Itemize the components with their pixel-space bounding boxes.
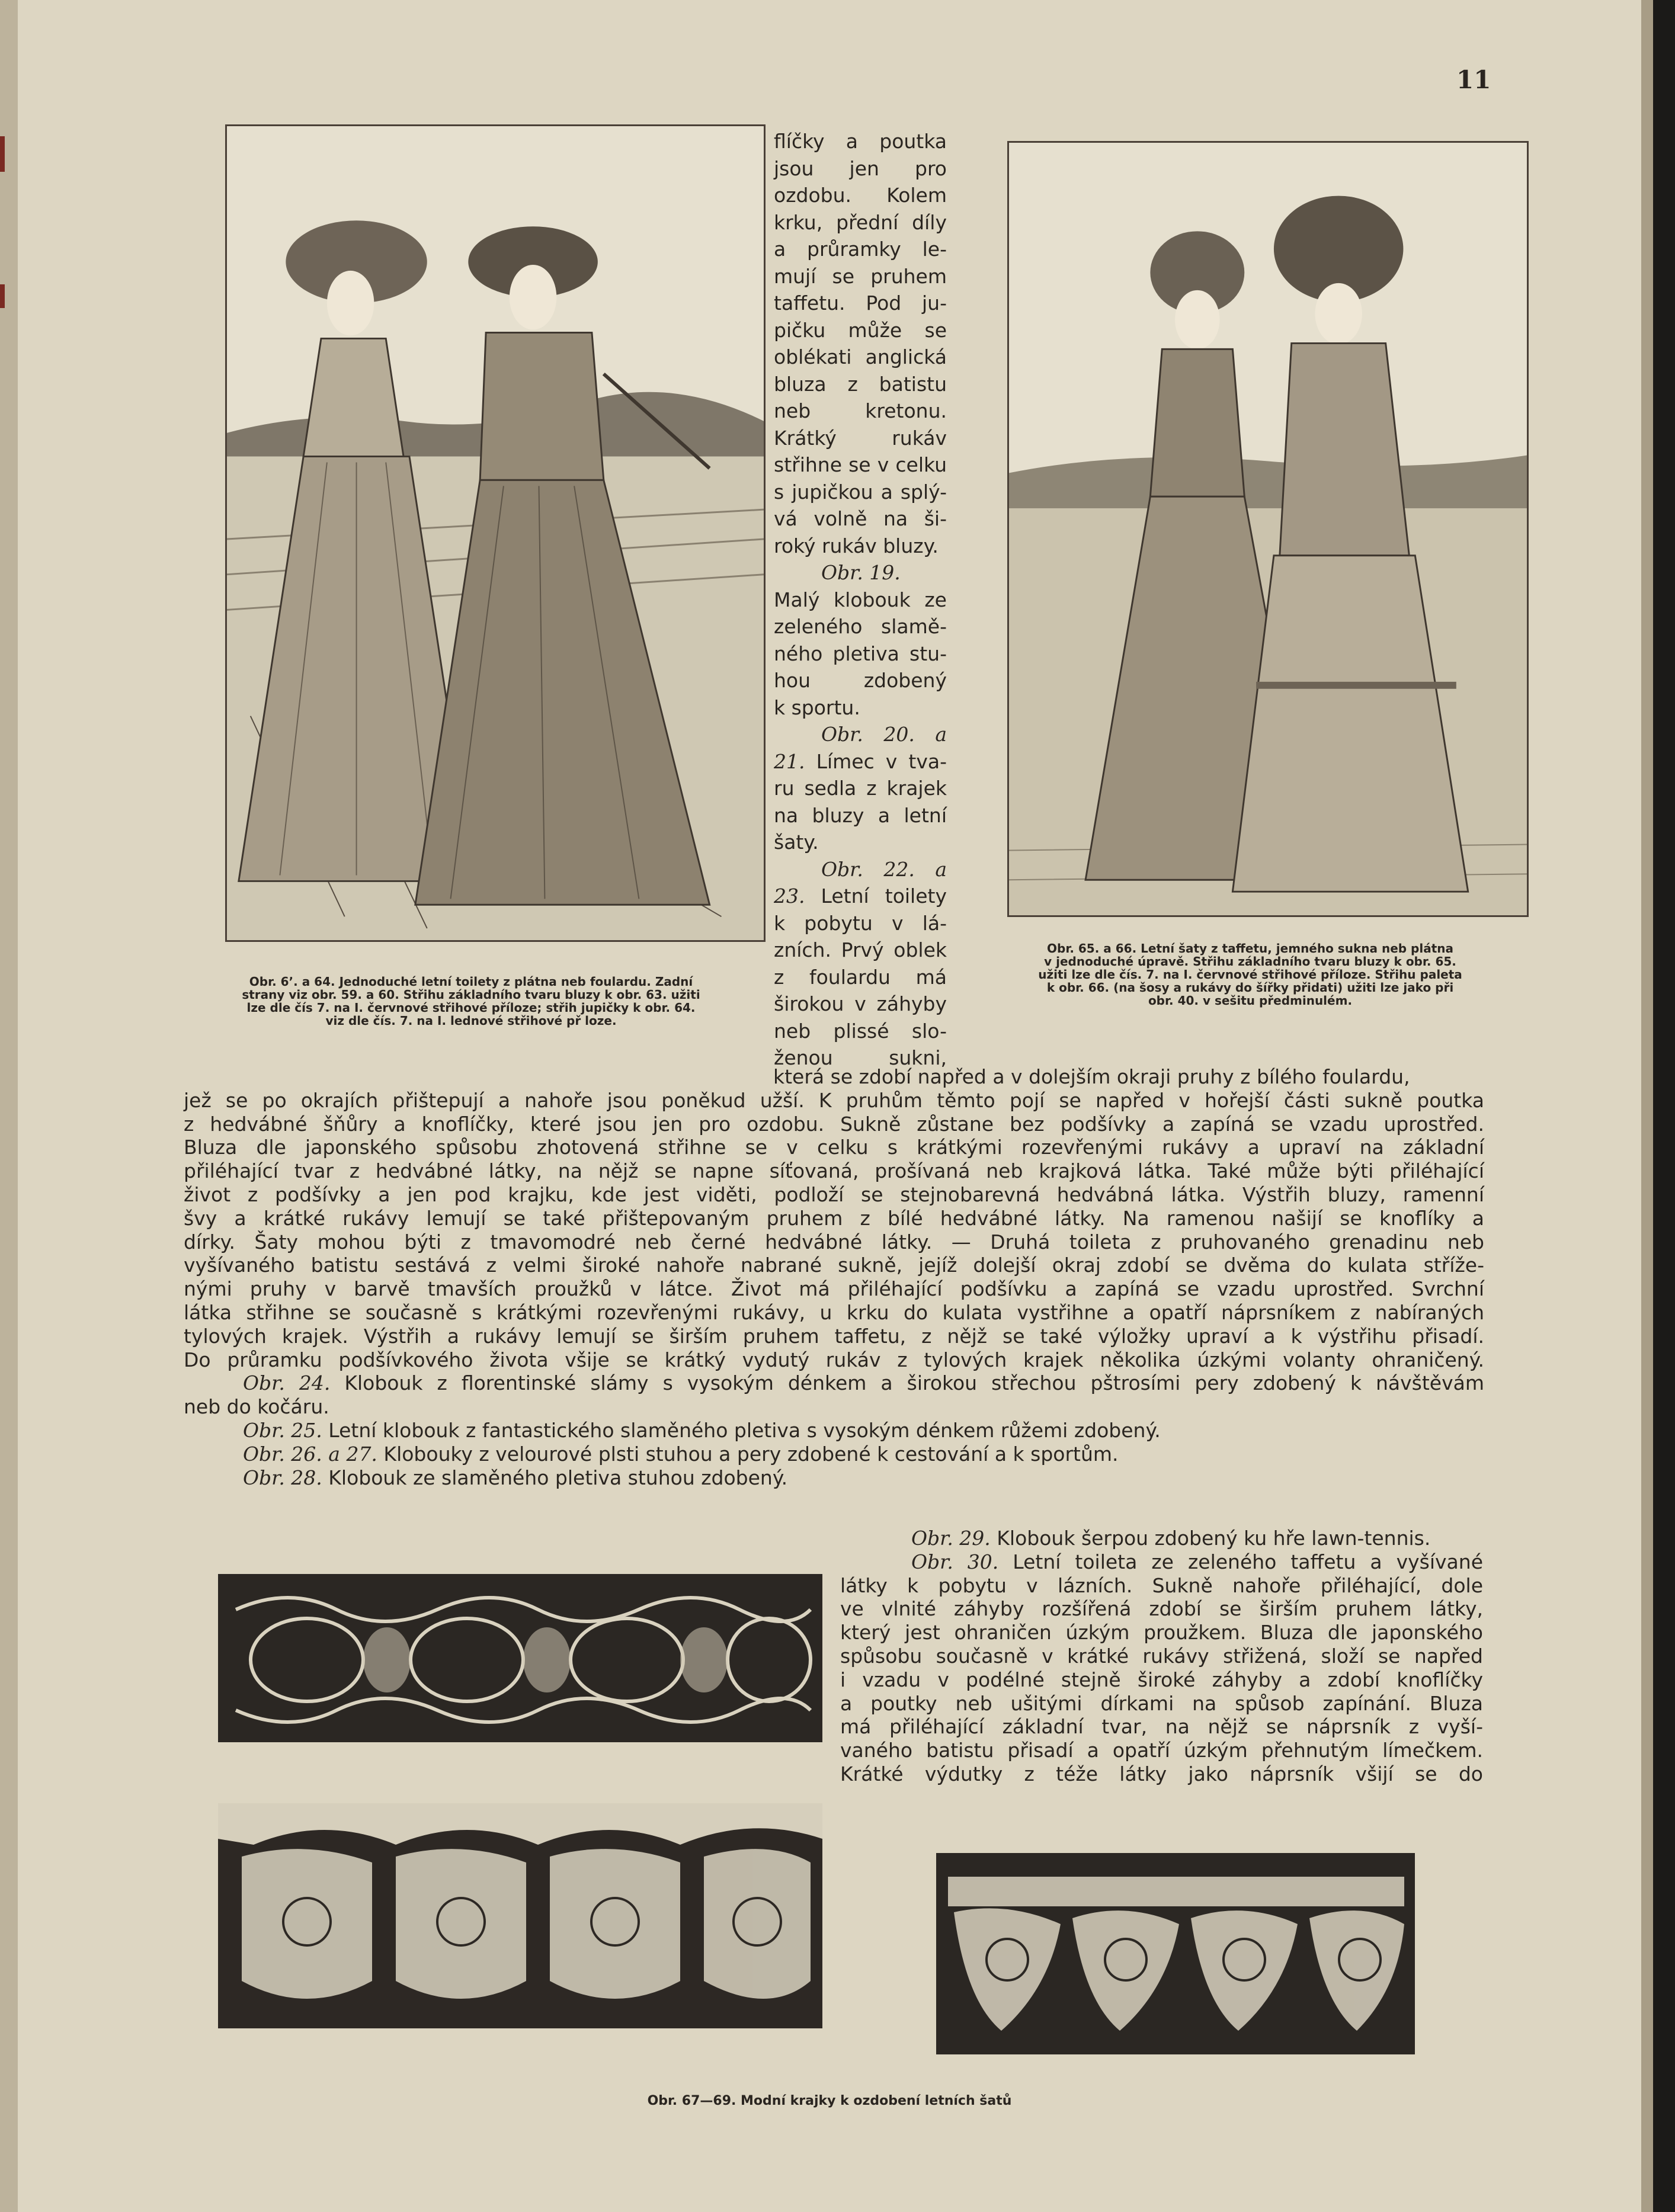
text-line bbox=[774, 694, 947, 722]
text-line bbox=[774, 533, 947, 560]
text-segment: Do průramku podšívkového života všije se krátký vydutý rukáv z tylových krajek několika úzkými volanty ohraničený. bbox=[184, 1348, 1484, 1371]
text-line bbox=[840, 1668, 1483, 1692]
text-segment: Klobouk ze slaměného pletiva stuhou zdobený. bbox=[322, 1466, 788, 1489]
text-line bbox=[840, 1597, 1483, 1621]
text-segment: pičku může se bbox=[774, 318, 947, 342]
text-line bbox=[184, 1065, 1484, 1089]
text-line bbox=[774, 236, 947, 263]
text-line bbox=[184, 1277, 1484, 1301]
text-segment: tylových krajek. Výstřih a rukávy lemují se širším pruhem taffetu, z nějž se také výložky upraví a k výstřihu přisadí. bbox=[184, 1324, 1484, 1348]
text-segment: Letní toilety bbox=[805, 884, 947, 908]
text-line bbox=[840, 1692, 1483, 1716]
lace-photo-obr-69 bbox=[936, 1853, 1415, 2054]
lace-pattern bbox=[218, 1803, 822, 2028]
text-line bbox=[774, 128, 947, 155]
text-line bbox=[184, 1183, 1484, 1207]
text-line bbox=[184, 1395, 1484, 1419]
text-segment: neb plissé slo- bbox=[774, 1019, 947, 1043]
figure-reference: Obr. 28. bbox=[243, 1466, 322, 1489]
text-line bbox=[184, 1325, 1484, 1348]
text-line bbox=[774, 155, 947, 182]
text-segment: zních. Prvý oblek bbox=[774, 938, 947, 961]
text-line bbox=[184, 1136, 1484, 1159]
figure-caption-obr-67-69: Obr. 67—69. Modní krajky k ozdobení letních šatů bbox=[647, 2094, 1012, 2108]
text-line bbox=[774, 505, 947, 533]
lace-photo-obr-68 bbox=[218, 1803, 822, 2028]
text-line bbox=[774, 371, 947, 398]
text-segment: šaty. bbox=[774, 831, 819, 854]
text-segment: vá volně na ši- bbox=[774, 507, 947, 530]
text-segment: Klobouky z velourové plsti stuhou a pery zdobené k cestování a k sportům. bbox=[377, 1442, 1119, 1466]
text-line bbox=[840, 1527, 1483, 1550]
text-segment: roký rukáv bluzy. bbox=[774, 534, 939, 557]
text-segment: flíčky a poutka bbox=[774, 130, 947, 153]
text-segment: švy a krátké rukávy lemují se také přištepovaným pruhem z bílé hedvábné látky. Na ramenou našijí se knoflíky a bbox=[184, 1206, 1484, 1230]
text-segment: vyšívaného batistu sestává z velmi široké nahoře nabrané sukně, jejíž dolejší okraj zdobí se dvěma do kulata stříže- bbox=[184, 1254, 1484, 1277]
text-segment: krku, přední díly bbox=[774, 210, 947, 234]
text-line bbox=[184, 1442, 1484, 1466]
text-segment: z foulardu má bbox=[774, 965, 947, 989]
text-line bbox=[774, 667, 947, 694]
text-line bbox=[774, 397, 947, 425]
text-segment: látky k pobytu v lázních. Sukně nahoře přiléhající, dole bbox=[840, 1573, 1483, 1597]
text-segment: Malý klobouk ze bbox=[774, 588, 947, 611]
text-line bbox=[774, 344, 947, 371]
text-segment: má přiléhající základní tvar, na nějž se náprsník z vyší- bbox=[840, 1715, 1483, 1739]
figure-caption-obr-65-66 bbox=[960, 942, 1541, 1007]
text-line bbox=[840, 1644, 1483, 1668]
text-segment: Krátký rukáv bbox=[774, 426, 947, 450]
text-segment: dírky. Šaty mohou býti z tmavomodré neb černé hedvábné látky. — Druhá toileta z pruhovaného grenadinu neb bbox=[184, 1230, 1484, 1254]
figure-reference: Obr. 26. a 27. bbox=[243, 1442, 377, 1466]
text-line bbox=[184, 1230, 1484, 1254]
text-line bbox=[184, 1301, 1484, 1325]
lace-pattern bbox=[936, 1853, 1415, 2054]
text-segment: z hedvábné šňůry a knoflíčky, které jsou jen pro ozdobu. Sukně zůstane bez podšívky a zapíná se vzadu uprostřed. bbox=[184, 1112, 1484, 1136]
text-line bbox=[774, 964, 947, 991]
text-segment: ru sedla z krajek bbox=[774, 777, 947, 800]
text-line bbox=[774, 613, 947, 640]
text-line bbox=[184, 1419, 1484, 1442]
text-segment: Letní klobouk z fantastického slaměného pletiva s vysokým dénkem růžemi zdobený. bbox=[322, 1418, 1161, 1442]
text-line bbox=[774, 775, 947, 802]
text-segment: zeleného slamě- bbox=[774, 615, 947, 638]
text-segment: život z podšívky a jen pod krajku, kde jest viděti, podloží se stejnobarevná hedvábná látka. Výstřih bluzy, ramenní bbox=[184, 1182, 1484, 1206]
text-segment: spůsobu současně v krátké rukávy střižená, složí se napřed bbox=[840, 1644, 1483, 1668]
text-line bbox=[774, 479, 947, 506]
page-left-edge bbox=[0, 0, 18, 2212]
caption-line: obr. 40. v sešitu předminulém. bbox=[1148, 993, 1353, 1008]
narrow-text-column bbox=[774, 128, 947, 1072]
text-line bbox=[840, 1550, 1483, 1574]
text-line bbox=[774, 910, 947, 937]
text-segment: střihne se v celku bbox=[774, 453, 947, 476]
text-line bbox=[774, 425, 947, 452]
text-line bbox=[774, 290, 947, 317]
text-line bbox=[774, 1018, 947, 1045]
figure-caption-obr-63-64 bbox=[178, 975, 764, 1027]
lace-photo-obr-67 bbox=[218, 1574, 822, 1742]
fashion-illustration-obr-65-66 bbox=[1007, 141, 1529, 917]
text-segment: taffetu. Pod ju- bbox=[774, 291, 947, 315]
figure-reference: 21. bbox=[774, 749, 805, 773]
text-line bbox=[840, 1739, 1483, 1762]
text-line bbox=[184, 1113, 1484, 1136]
text-segment: s jupičkou a splý- bbox=[774, 480, 947, 504]
text-segment: jež se po okrajích přištepují a nahoře jsou poněkud užší. K pruhům těmto pojí se napřed v hořejší části sukně poutka bbox=[184, 1088, 1484, 1112]
text-line bbox=[774, 937, 947, 964]
text-line bbox=[774, 990, 947, 1018]
text-line bbox=[774, 856, 947, 883]
text-segment: bluza z batistu bbox=[774, 372, 947, 396]
text-line bbox=[774, 559, 947, 586]
text-line bbox=[184, 1466, 1484, 1490]
figure-reference: 23. bbox=[774, 884, 805, 908]
text-segment: Klobouk šerpou zdobený ku hře lawn-tennis. bbox=[990, 1527, 1431, 1550]
text-segment: jsou jen pro bbox=[774, 156, 947, 180]
text-line bbox=[774, 451, 947, 479]
text-line bbox=[774, 182, 947, 209]
binding-mark bbox=[0, 284, 5, 308]
figure-reference: Obr. 22. a bbox=[821, 857, 947, 881]
text-segment: Krátké výdutky z téže látky jako náprsník všijí se do bbox=[840, 1762, 1483, 1785]
text-line bbox=[184, 1207, 1484, 1230]
text-segment: i vzadu v podélné stejně široké záhyby a zdobí knoflíčky bbox=[840, 1668, 1483, 1691]
caption-line: Obr. 65. a 66. Letní šaty z taffetu, jemného sukna neb plátna bbox=[1047, 941, 1453, 956]
text-segment: ného pletiva stu- bbox=[774, 642, 947, 665]
text-line bbox=[774, 721, 947, 748]
text-segment: která se zdobí napřed a v dolejším okraji pruhy z bílého foulardu, bbox=[773, 1065, 1410, 1088]
two-ladies-illustration bbox=[1009, 143, 1527, 915]
text-line bbox=[774, 586, 947, 614]
text-segment: který jest ohraničen úzkým proužkem. Bluza dle japonského bbox=[840, 1621, 1483, 1644]
text-segment: ve vlnité záhyby rozšířená zdobí se širším pruhem látky, bbox=[840, 1597, 1483, 1621]
caption-line: k obr. 66. (na šosy a rukávy do šířky přidati) užiti lze jako při bbox=[1046, 980, 1454, 995]
text-segment: mují se pruhem bbox=[774, 264, 947, 288]
text-line bbox=[184, 1348, 1484, 1372]
text-line bbox=[774, 883, 947, 910]
fashion-illustration-obr-63-64 bbox=[225, 124, 766, 942]
text-segment: Letní toileta ze zeleného taffetu a vyšívané bbox=[998, 1550, 1483, 1573]
text-line bbox=[840, 1762, 1483, 1786]
text-segment: Klobouk z florentinské slámy s vysokým dénkem a širokou střechou pštrosími pery zdobený k návštěvám bbox=[330, 1371, 1484, 1395]
text-segment: širokou v záhyby bbox=[774, 992, 947, 1015]
text-segment: ozdobu. Kolem bbox=[774, 184, 947, 207]
text-segment: neb do kočáru. bbox=[184, 1395, 329, 1419]
text-line bbox=[184, 1089, 1484, 1113]
page-number: 11 bbox=[1456, 65, 1491, 94]
text-segment: neb kretonu. bbox=[774, 399, 947, 422]
text-line bbox=[774, 640, 947, 668]
caption-line: lze dle čís 7. na I. červnové střihové příloze; střih jupičky k obr. 64. bbox=[246, 1001, 696, 1015]
text-line bbox=[840, 1715, 1483, 1739]
caption-line: strany viz obr. 59. a 60. Střihu základního tvaru bluzy k obr. 63. užiti bbox=[242, 988, 700, 1002]
text-segment: Límec v tva- bbox=[805, 749, 947, 773]
text-line bbox=[184, 1159, 1484, 1183]
two-ladies-illustration bbox=[227, 126, 764, 940]
text-segment: přiléhající tvar z hedvábné látky, na nějž se napne síťovaná, prošívaná neb krajková látka. Také může býti přiléhající bbox=[184, 1159, 1484, 1183]
article-continuation bbox=[840, 1527, 1483, 1786]
text-segment: látka střihne se současně s krátkými rozevřenými rukávy, u krku do kulata vystřihne a opatří náprsníkem z nabíraných bbox=[184, 1300, 1484, 1324]
text-line bbox=[774, 802, 947, 829]
text-segment: a poutky neb ušitými dírkami na spůsob zapínání. Bluza bbox=[840, 1691, 1483, 1715]
page-right-edge bbox=[1641, 0, 1653, 2212]
figure-reference: Obr. 20. a bbox=[821, 723, 947, 746]
caption-line: Obr. 6ʼ. a 64. Jednoduché letní toilety z plátna neb foulardu. Zadní bbox=[249, 974, 693, 989]
text-line bbox=[840, 1621, 1483, 1644]
text-segment: ženou sukni, bbox=[774, 1046, 947, 1069]
figure-reference: Obr. 25. bbox=[243, 1418, 322, 1442]
text-segment: oblékati anglická bbox=[774, 345, 947, 368]
text-line bbox=[774, 748, 947, 775]
text-segment: vaného batistu přisadí a opatří úzkým přehnutým límečkem. bbox=[840, 1739, 1483, 1762]
text-segment: na bluzy a letní bbox=[774, 803, 947, 827]
figure-reference: Obr. 24. bbox=[243, 1371, 331, 1395]
caption-line: viz dle čís. 7. na I. lednové střihové př loze. bbox=[325, 1014, 617, 1028]
text-line bbox=[774, 263, 947, 290]
figure-reference: Obr. 29. bbox=[911, 1527, 991, 1550]
text-line bbox=[774, 829, 947, 856]
caption-line: užiti lze dle čís. 7. na I. červnové střihové příloze. Střihu paleta bbox=[1038, 967, 1462, 982]
caption-line: v jednoduché úpravě. Střihu základního tvaru bluzy k obr. 65. bbox=[1044, 954, 1456, 969]
binding-mark bbox=[0, 136, 5, 172]
text-line bbox=[184, 1371, 1484, 1395]
text-segment: nými pruhy v barvě tmavších proužků v látce. Život má přiléhající podšívku a zapíná se vzadu uprostřed. Svrchní bbox=[184, 1277, 1484, 1301]
figure-reference: Obr. 30. bbox=[911, 1550, 999, 1573]
text-segment: a průramky le- bbox=[774, 238, 947, 261]
text-segment: k pobytu v lá- bbox=[774, 911, 947, 935]
figure-reference: Obr. 19. bbox=[821, 561, 901, 584]
article-body bbox=[184, 1065, 1484, 1489]
text-line bbox=[184, 1254, 1484, 1277]
lace-pattern bbox=[218, 1574, 822, 1742]
text-segment: hou zdobený bbox=[774, 669, 947, 692]
text-line bbox=[840, 1574, 1483, 1598]
text-line bbox=[774, 209, 947, 236]
text-segment: Bluza dle japonského spůsobu zhotovená střihne se v celku s krátkými rozevřenými rukávy a upraví na základní bbox=[184, 1136, 1484, 1159]
text-segment: k sportu. bbox=[774, 695, 860, 719]
text-line bbox=[774, 317, 947, 344]
